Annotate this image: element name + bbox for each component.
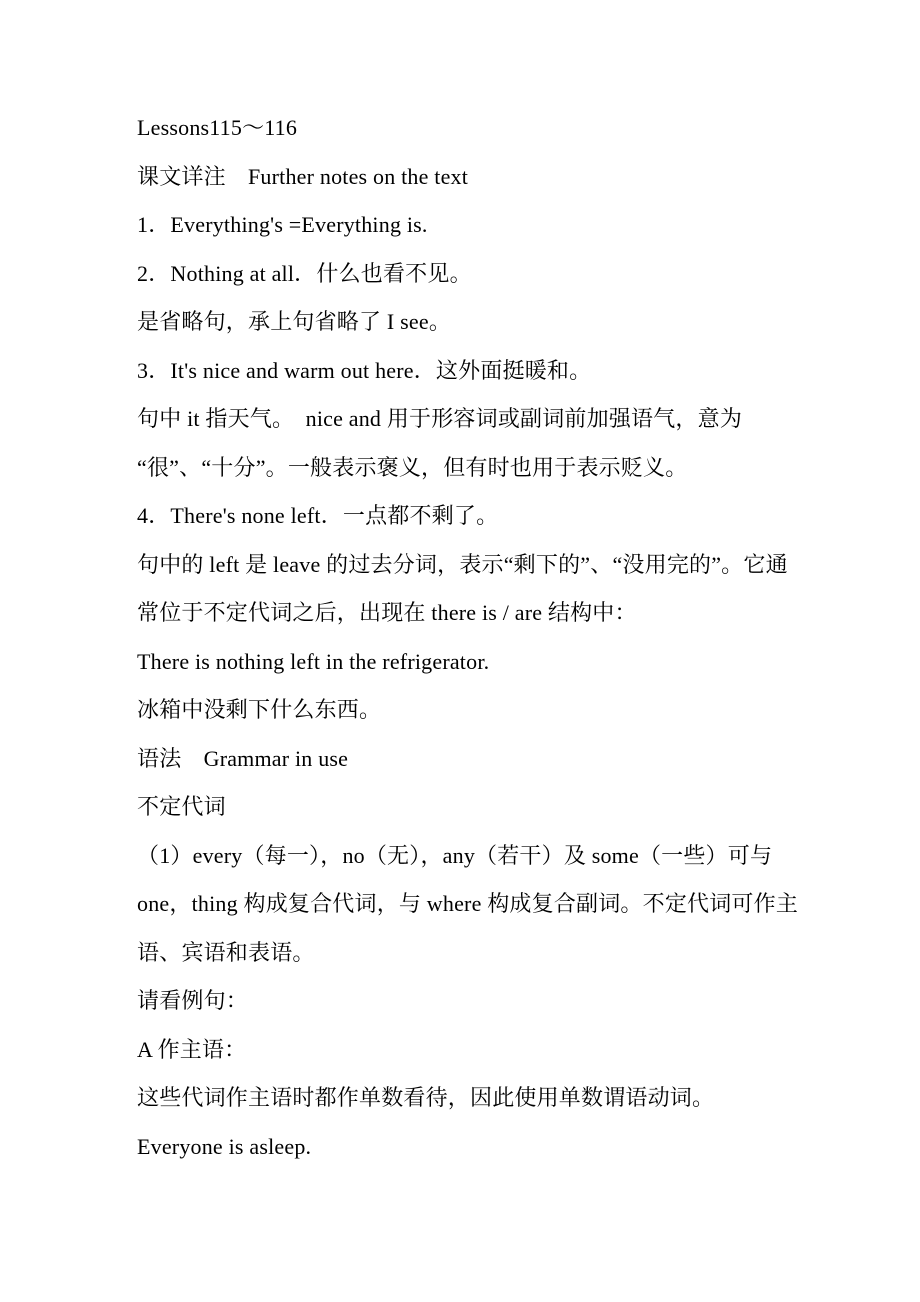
text-line: 常位于不定代词之后，出现在 there is / are 结构中： — [137, 600, 637, 625]
text-line: “很”、“十分”。一般表示褒义，但有时也用于表示贬义。 — [137, 454, 688, 480]
note-item-1: 1．Everything's =Everything is. — [137, 212, 428, 237]
example-sentence: Everyone is asleep. — [137, 1133, 312, 1159]
notes-heading: 课文详注 Further notes on the text — [137, 163, 469, 189]
note-item-4: 4．There's none left．一点都不剩了。 — [137, 503, 499, 528]
subsection-title: 不定代词 — [137, 794, 226, 819]
note-item-3: 3．It's nice and warm out here．这外面挺暖和。 — [137, 357, 592, 383]
text-line: one，thing 构成复合代词，与 where 构成复合副词。不定代词可作主 — [137, 891, 799, 916]
example-translation: 冰箱中没剩下什么东西。 — [137, 697, 382, 722]
lesson-title: Lessons115～116 — [137, 115, 298, 140]
text-line: 是省略句，承上句省略了 I see。 — [137, 309, 452, 334]
text-line: 语、宾语和表语。 — [137, 939, 315, 965]
list-label-a: A 作主语： — [137, 1036, 247, 1062]
text-line: 句中 it 指天气。 nice and 用于形容词或副词前加强语气，意为 — [137, 406, 743, 431]
grammar-heading: 语法 Grammar in use — [137, 745, 349, 771]
text-line: 这些代词作主语时都作单数看待，因此使用单数谓语动词。 — [137, 1085, 715, 1110]
note-item-2: 2．Nothing at all．什么也看不见。 — [137, 260, 472, 286]
text-line: 请看例句： — [137, 988, 249, 1013]
example-sentence: There is nothing left in the refrigerator. — [137, 648, 490, 674]
text-line: 句中的 left 是 leave 的过去分词，表示“剩下的”、“没用完的”。它通 — [137, 551, 788, 577]
text-line: （1）every（每一），no（无），any（若干）及 some（一些）可与 — [137, 842, 773, 868]
document-content — [137, 104, 827, 1171]
